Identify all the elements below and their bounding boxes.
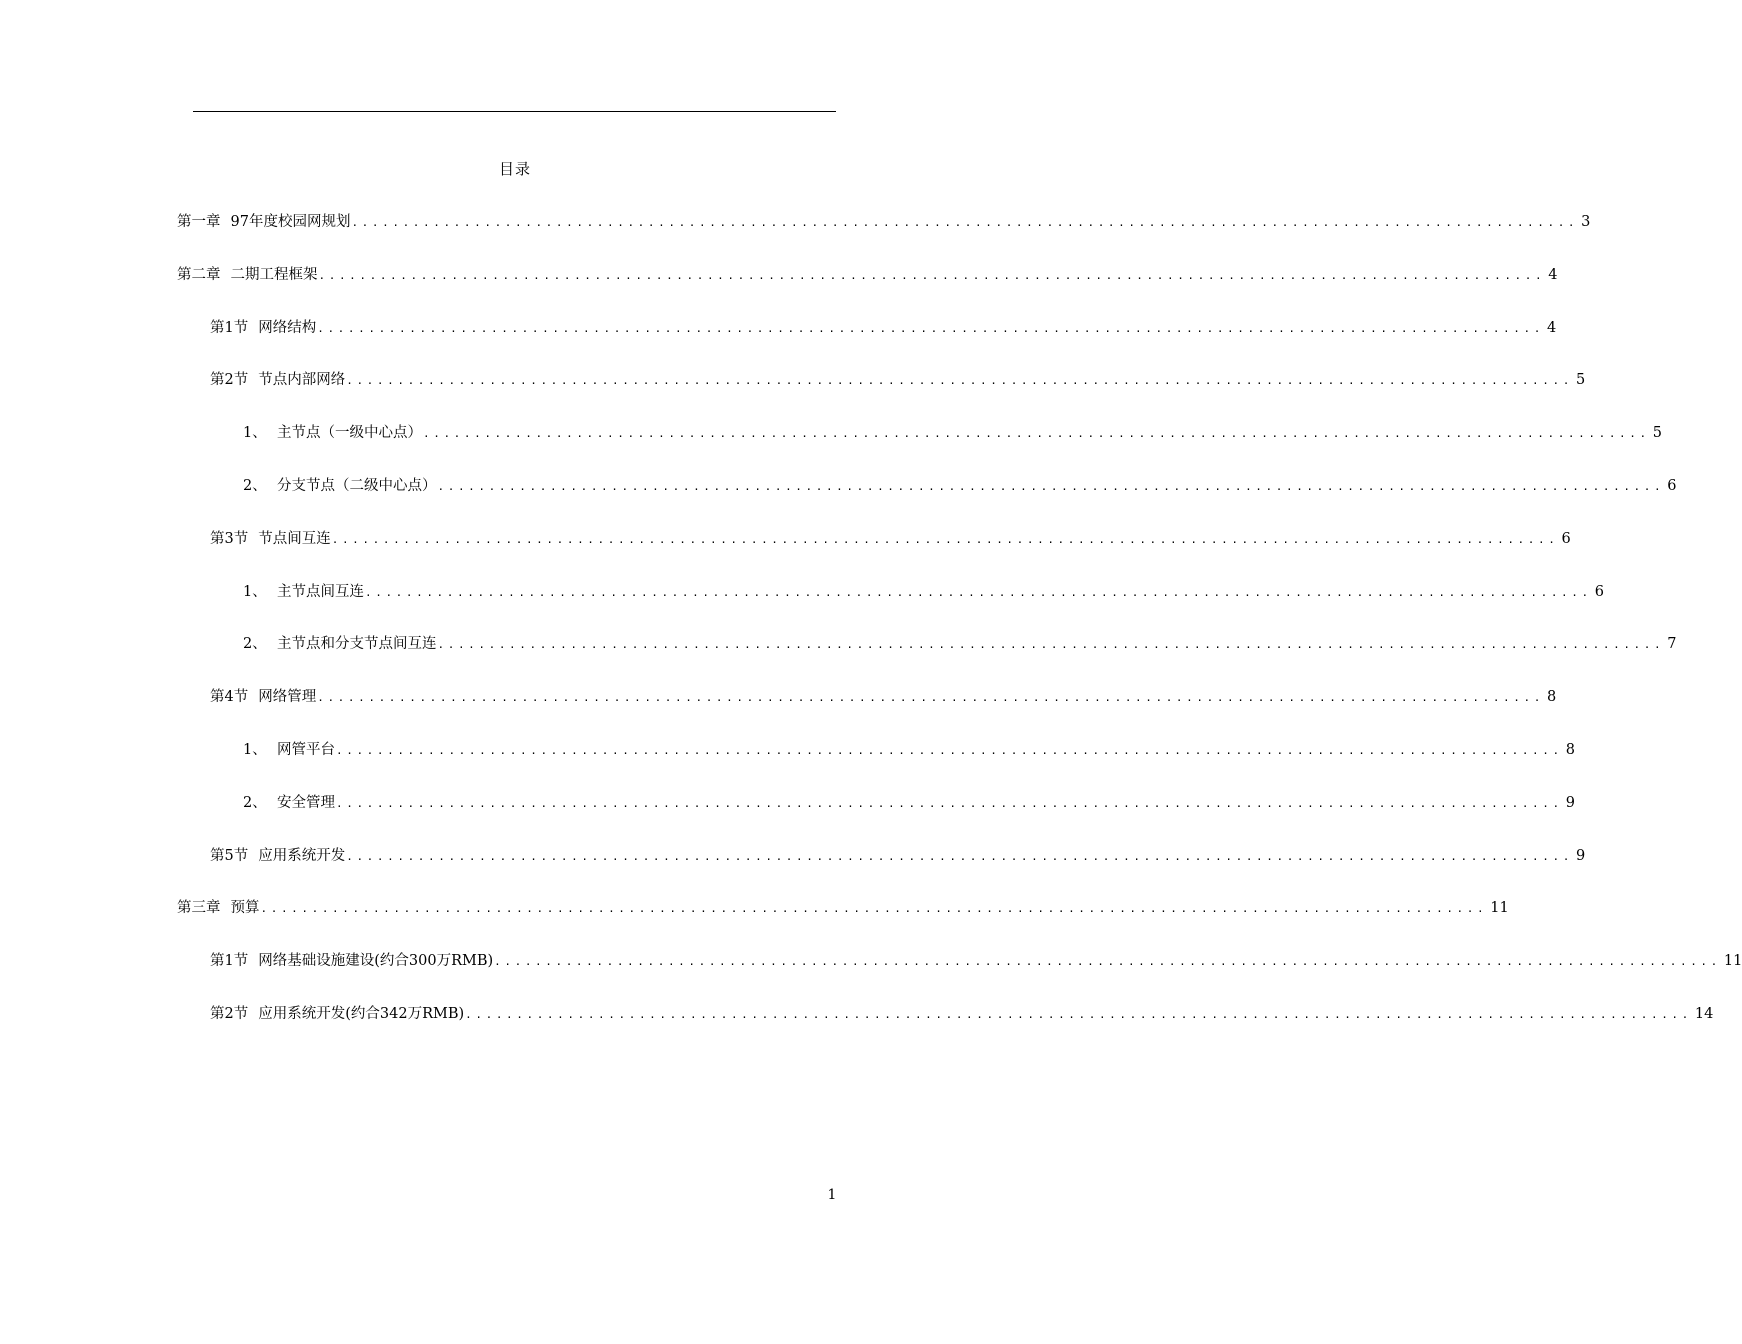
toc-entry[interactable] [210, 845, 1586, 867]
toc-entry-number: 第一章 [177, 214, 221, 230]
toc-entry-number: 第三章 [177, 900, 221, 917]
toc-entry-title: 应用系统开发 [258, 847, 346, 864]
toc-dot-leader: ........................................................................................................................ [494, 955, 1721, 969]
toc-entry[interactable] [243, 633, 1677, 655]
toc-dot-leader: ........................................................................................................................ [260, 902, 1488, 916]
toc-entry-title: 网络管理 [258, 689, 317, 706]
toc-entry-label [243, 633, 437, 655]
toc-entry-label [177, 211, 350, 233]
toc-entry-title: 主节点和分支节点间互连 [277, 636, 437, 653]
toc-entry-label [210, 317, 316, 339]
toc-entry-title: 预算 [230, 900, 260, 917]
header-rule [193, 111, 836, 112]
toc-entry-title: 网络基础设施建设(约合300万RMB) [258, 953, 494, 970]
toc-dot-leader: ........................................................................................................................ [317, 321, 1544, 335]
toc-dot-leader: ........................................................................................................................ [437, 638, 1665, 652]
toc-entry-page: 3 [1581, 214, 1591, 230]
toc-entry-title: 网管平台 [277, 742, 335, 758]
toc-entry-label [210, 1003, 464, 1025]
toc-entry-title: 节点间互连 [258, 530, 331, 547]
toc-entry[interactable] [243, 792, 1575, 814]
toc-dot-leader: ........................................................................................................................ [318, 268, 1546, 282]
toc-entry-number: 1、 [243, 583, 267, 600]
toc-entry-number: 1、 [243, 742, 267, 758]
toc-entry-title: 应用系统开发(约合342万RMB) [258, 1006, 465, 1022]
toc-entry-page: 6 [1561, 530, 1571, 547]
toc-entry-label [210, 528, 331, 550]
toc-entry-page: 8 [1546, 689, 1557, 706]
toc-entry[interactable] [177, 211, 1591, 233]
toc-entry-number: 第1节 [210, 319, 249, 336]
toc-entry[interactable] [243, 739, 1575, 761]
toc-entry-label [243, 739, 335, 761]
toc-entry-label [210, 369, 345, 391]
toc-dot-leader: ........................................................................................................................ [365, 585, 1592, 599]
toc-entry-page: 9 [1575, 847, 1586, 864]
toc-entry-label [177, 897, 260, 919]
toc-entry-label [210, 686, 316, 708]
toc-entry-number: 第3节 [210, 530, 249, 547]
page-number: 1 [827, 1187, 837, 1203]
toc-entry-number: 第5节 [210, 847, 249, 864]
toc-entry-number: 2、 [243, 636, 267, 653]
toc-entry-page: 4 [1548, 266, 1558, 283]
toc-entry-label [243, 792, 335, 814]
toc-entry-title: 分支节点（二级中心点） [277, 478, 437, 494]
toc-dot-leader: ........................................................................................................................ [423, 427, 1650, 441]
toc-entry-title: 主节点（一级中心点） [277, 425, 422, 442]
toc-entry[interactable] [243, 422, 1662, 444]
toc-entry-page: 6 [1667, 478, 1677, 494]
toc-entry-title: 安全管理 [277, 794, 335, 811]
toc-entry-number: 2、 [243, 478, 267, 494]
toc-entry-page: 11 [1490, 900, 1509, 917]
toc-entry-number: 2、 [243, 794, 267, 811]
toc-entry-number: 第2节 [210, 1006, 249, 1022]
toc-dot-leader: ........................................................................................................................ [346, 849, 1573, 863]
toc-entry-label [243, 475, 437, 497]
toc-entry[interactable] [210, 369, 1586, 391]
toc-entry-number: 第二章 [177, 266, 221, 283]
toc-entry-page: 14 [1694, 1006, 1714, 1022]
toc-dot-leader: ........................................................................................................................ [317, 691, 1544, 705]
toc-entry-number: 第2节 [210, 372, 249, 389]
toc-entry-label [210, 845, 345, 867]
toc-entry-title: 97年度校园网规划 [230, 214, 351, 230]
toc-entry[interactable] [243, 581, 1604, 603]
toc-dot-leader: ........................................................................................................................ [465, 1008, 1692, 1021]
toc-entry-page: 9 [1565, 794, 1575, 811]
toc-entry[interactable] [177, 264, 1558, 286]
toc-entry[interactable] [210, 686, 1557, 708]
toc-dot-leader: ........................................................................................................................ [331, 532, 1559, 546]
toc-entry[interactable] [177, 897, 1509, 919]
toc-entry-title: 网络结构 [258, 319, 317, 336]
toc-entry-label [243, 422, 422, 444]
toc-entry[interactable] [210, 1003, 1714, 1025]
toc-entry[interactable] [210, 317, 1557, 339]
toc-entry-number: 第4节 [210, 689, 249, 706]
toc-entry-title: 主节点间互连 [277, 583, 364, 600]
toc-entry-number: 1、 [243, 425, 267, 442]
toc-dot-leader: ........................................................................................................................ [336, 796, 1563, 810]
toc-entry-label [243, 581, 364, 603]
toc-entry-page: 8 [1565, 742, 1575, 758]
toc-entry-page: 6 [1594, 583, 1604, 600]
toc-entry[interactable] [243, 475, 1677, 497]
toc-entry-page: 4 [1546, 319, 1557, 336]
toc-entry-title: 二期工程框架 [230, 266, 318, 283]
toc-entry-label [210, 950, 493, 972]
toc-entry-label [177, 264, 318, 286]
toc-entry-page: 5 [1652, 425, 1662, 442]
toc-entry-number: 第1节 [210, 953, 249, 970]
toc-entry[interactable] [210, 528, 1571, 550]
toc-entry-page: 5 [1575, 372, 1586, 389]
toc-dot-leader: ........................................................................................................................ [351, 216, 1579, 229]
toc-entry[interactable] [210, 950, 1742, 972]
toc-entry-page: 7 [1667, 636, 1677, 653]
toc-title: 目录 [498, 160, 531, 178]
toc-entry-page: 11 [1723, 953, 1742, 970]
toc-dot-leader: ........................................................................................................................ [346, 374, 1573, 388]
toc-dot-leader: ........................................................................................................................ [336, 744, 1563, 757]
toc-entry-title: 节点内部网络 [258, 372, 346, 389]
toc-dot-leader: ........................................................................................................................ [437, 480, 1665, 493]
